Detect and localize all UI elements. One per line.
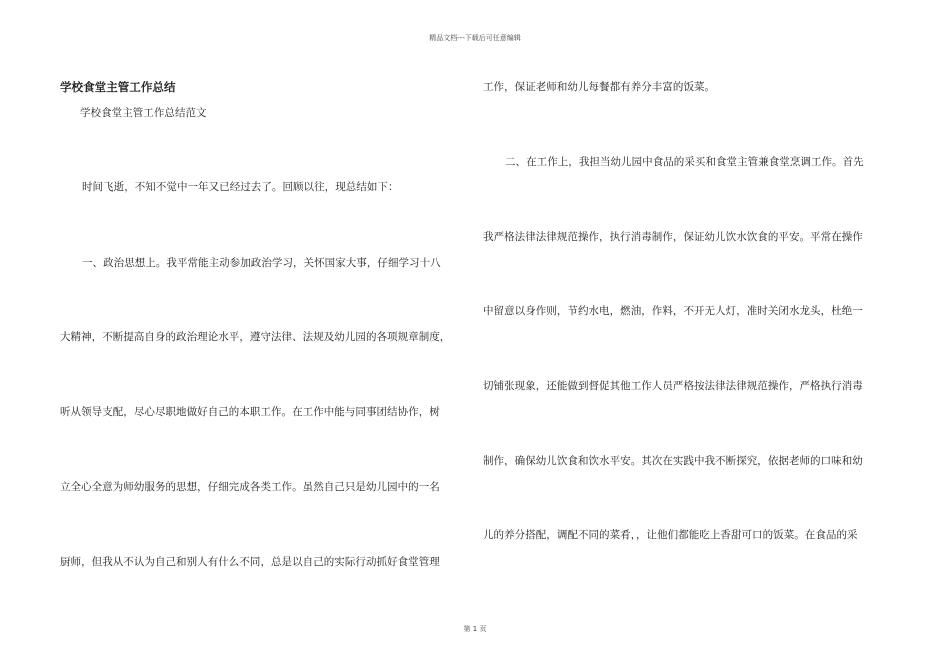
page-number: 第 1 页 xyxy=(463,625,487,633)
paragraph-line: 大精神，不断提高自身的政治理论水平，遵守法律、法规及幼儿园的各项规章制度， xyxy=(60,331,451,343)
paragraph-line: 儿的养分搭配，调配不同的菜肴，，让他们都能吃上香甜可口的饭菜。在食品的采 xyxy=(483,529,858,541)
document-subtitle: 学校食堂主管工作总结范文 xyxy=(80,107,207,119)
paragraph-line: 一、政治思想上。我平常能主动参加政治学习，关怀国家大事，仔细学习十八 xyxy=(82,257,441,269)
paragraph-line: 二、在工作上，我担当幼儿园中食品的采买和食堂主管兼食堂烹调工作。首先 xyxy=(505,156,864,168)
page-header: 精品文档---下载后可任意编辑 xyxy=(429,34,521,42)
paragraph-line: 制作，确保幼儿饮食和饮水平安。其次在实践中我不断探究，依据老师的口味和幼 xyxy=(483,455,863,467)
document-title: 学校食堂主管工作总结 xyxy=(60,80,176,94)
paragraph-line: 中留意以身作则，节约水电，燃油，作料，不开无人灯，准时关闭水龙头，杜绝一 xyxy=(483,305,863,317)
paragraph-line: 立全心全意为师幼服务的思想，仔细完成各类工作。虽然自己只是幼儿园中的一名 xyxy=(60,481,440,493)
paragraph-line: 听从领导支配，尽心尽职地做好自己的本职工作。在工作中能与同事团结协作，树 xyxy=(60,406,440,418)
paragraph-line: 厨师，但我从不认为自己和别人有什么不同，总是以自己的实际行动抓好食堂管理 xyxy=(60,556,440,568)
paragraph-line: 时间飞逝，不知不觉中一年又已经过去了。回顾以往，现总结如下： xyxy=(82,181,399,193)
paragraph-line: 我严格法律法律规范操作，执行消毒制作，保证幼儿饮水饮食的平安。平常在操作 xyxy=(483,231,863,243)
left-column xyxy=(60,0,470,672)
paragraph-line: 工作，保证老师和幼儿每餐都有养分丰富的饭菜。 xyxy=(483,81,716,93)
right-column xyxy=(483,0,893,672)
paragraph-line: 切铺张现象，还能做到督促其他工作人员严格按法律法律规范操作，严格执行消毒 xyxy=(483,380,863,392)
